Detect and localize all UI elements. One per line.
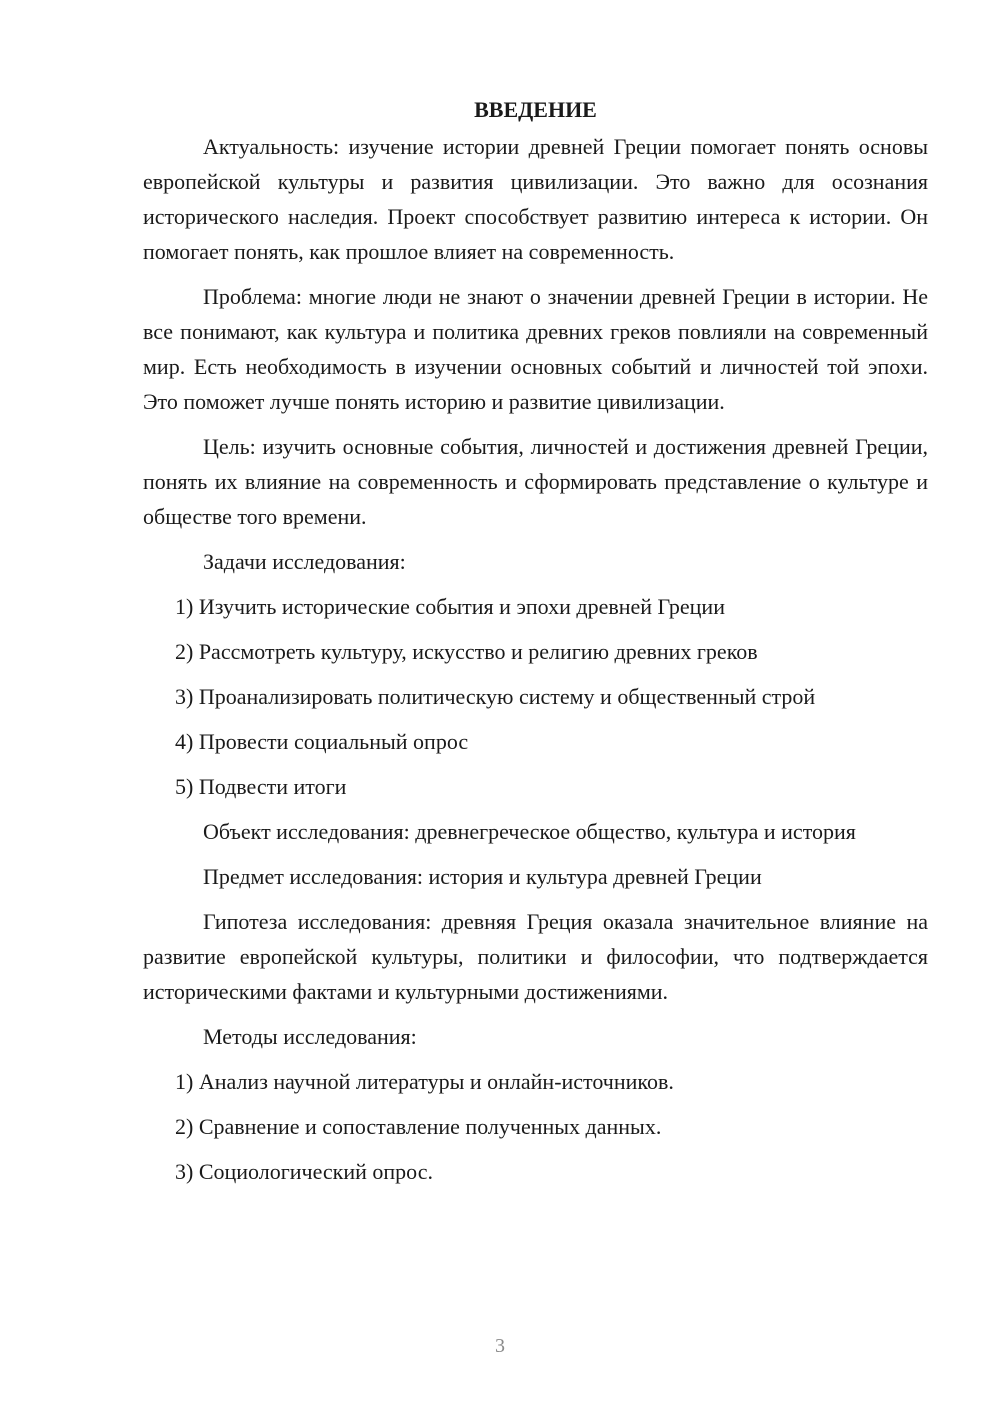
- task-item: 4) Провести социальный опрос: [175, 729, 469, 754]
- page-number: 3: [495, 1335, 505, 1357]
- tasks-heading: Задачи исследования:: [203, 549, 406, 574]
- method-item: 1) Анализ научной литературы и онлайн-источников.: [175, 1069, 674, 1094]
- methods-heading: Методы исследования:: [203, 1024, 417, 1049]
- method-item: 2) Сравнение и сопоставление полученных данных.: [175, 1114, 662, 1139]
- task-item: 5) Подвести итоги: [175, 774, 347, 799]
- page-title: ВВЕДЕНИЕ: [474, 97, 597, 122]
- task-item: 2) Рассмотреть культуру, искусство и религию древних греков: [175, 639, 758, 664]
- goal-paragraph: Цель: изучить основные события, личностей и достижения древней Греции, понять их влияние на современность и сформировать представление о культуре и обществе того времени.: [143, 434, 928, 529]
- object-paragraph: Объект исследования: древнегреческое общество, культура и история: [203, 819, 856, 844]
- relevance-paragraph: Актуальность: изучение истории древней Греции помогает понять основы европейской культуры и развития цивилизации. Это важно для осознания исторического наследия. Проект способствует развитию интереса к истории. Он помогает понять, как прошлое влияет на современность.: [143, 134, 928, 264]
- method-item: 3) Социологический опрос.: [175, 1159, 433, 1184]
- task-item: 1) Изучить исторические события и эпохи древней Греции: [175, 594, 725, 619]
- document-page: [143, 92, 928, 1199]
- subject-paragraph: Предмет исследования: история и культура древней Греции: [203, 864, 762, 889]
- hypothesis-paragraph: Гипотеза исследования: древняя Греция оказала значительное влияние на развитие европейской культуры, политики и философии, что подтверждается историческими фактами и культурными достижениями.: [143, 909, 928, 1004]
- task-item: 3) Проанализировать политическую систему и общественный строй: [175, 684, 816, 709]
- problem-paragraph: Проблема: многие люди не знают о значении древней Греции в истории. Не все понимают, как культура и политика древних греков повлияли на современный мир. Есть необходимость в изучении основных событий и личностей той эпохи. Это поможет лучше понять историю и развитие цивилизации.: [143, 284, 928, 414]
